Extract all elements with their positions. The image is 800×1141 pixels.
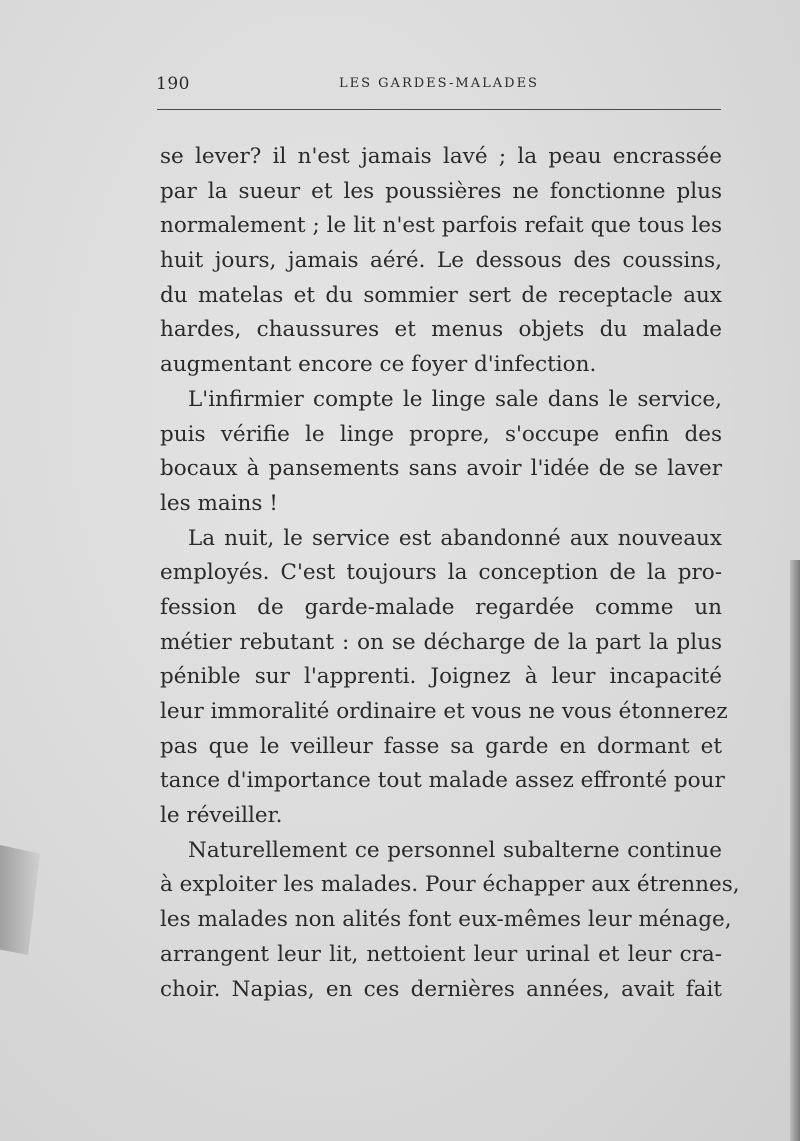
text-line: tance d'importance tout malade assez effronté pour: [160, 768, 725, 794]
text-line: le réveiller.: [160, 803, 283, 829]
text-line: La nuit, le service est abandonné aux nouveaux: [188, 525, 722, 551]
text-line: employés. C'est toujours la conception de la pro-: [160, 560, 722, 586]
text-line: L'infirmier compte le linge sale dans le service,: [188, 386, 722, 412]
text-line: hardes, chaussures et menus objets du malade: [160, 317, 722, 343]
text-line: Naturellement ce personnel subalterne continue: [188, 837, 722, 863]
text-line: arrangent leur lit, nettoient leur urinal et leur cra-: [160, 941, 722, 967]
page-number: 190: [156, 74, 190, 94]
text-line: à exploiter les malades. Pour échapper aux étrennes,: [160, 872, 740, 898]
text-line: puis vérifie le linge propre, s'occupe enfin des: [160, 421, 722, 447]
text-line: bocaux à pansements sans avoir l'idée de se laver: [160, 456, 722, 482]
text-line: normalement ; le lit n'est parfois refait que tous les: [160, 213, 722, 239]
text-line: par la sueur et les poussières ne fonctionne plus: [160, 178, 722, 204]
text-line: pénible sur l'apprenti. Joignez à leur incapacité: [160, 664, 722, 690]
text-line: métier rebutant : on se décharge de la part la plus: [160, 629, 722, 655]
text-line: les malades non alités font eux-mêmes leur ménage,: [160, 907, 732, 933]
text-line: leur immoralité ordinaire et vous ne vous étonnerez: [160, 699, 728, 724]
page-edge-shadow: [790, 560, 800, 1141]
header-rule: [157, 109, 721, 110]
text-line: huit jours, jamais aéré. Le dessous des coussins,: [160, 248, 722, 274]
text-line: fession de garde-malade regardée comme un: [160, 594, 722, 620]
text-line: du matelas et du sommier sert de receptacle aux: [160, 282, 722, 308]
text-line: pas que le veilleur fasse sa garde en dormant et: [160, 733, 722, 759]
running-header: [156, 74, 722, 96]
text-line: augmentant encore ce foyer d'infection.: [160, 352, 597, 378]
text-line: se lever? il n'est jamais lavé ; la peau encrassée: [160, 144, 722, 169]
text-line: les mains !: [160, 490, 278, 516]
body-text: [160, 140, 740, 1007]
text-line: choir. Napias, en ces dernières années, avait fait: [160, 976, 722, 1002]
running-title: LES GARDES-MALADES: [339, 76, 539, 91]
